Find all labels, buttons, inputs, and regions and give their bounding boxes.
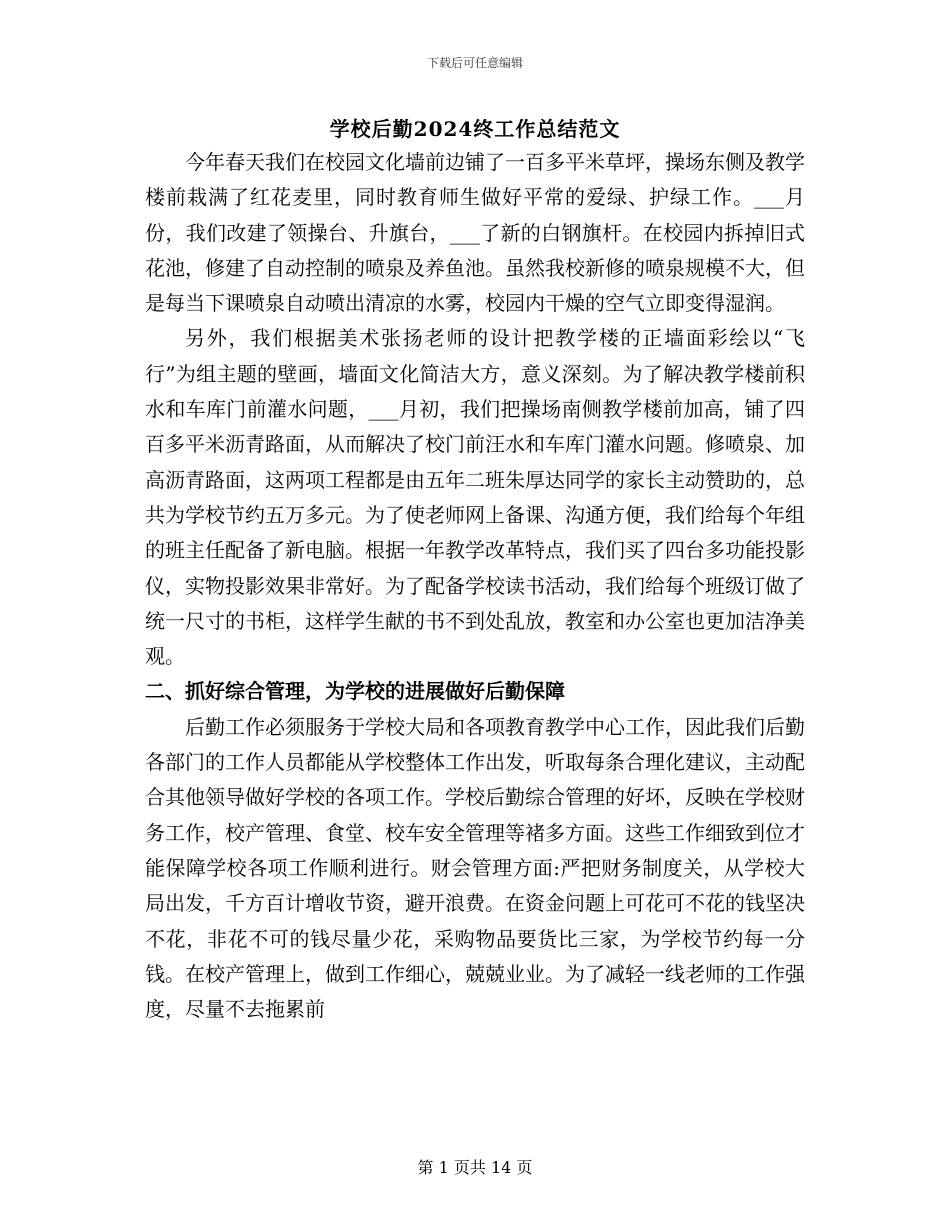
paragraph: 今年春天我们在校园文化墙前边铺了一百多平米草坪，操场东侧及教学楼前栽满了红花麦里，同时教育师生做好平常的爱绿、护绿工作。___月份，我们改建了领操台、升旗台，___了新的白钢旗杆。在校园内拆掉旧式花池，修建了自动控制的喷泉及养鱼池。虽然我校新修的喷泉规模不大，但是每当下课喷泉自动喷出清凉的水雾，校园内干燥的空气立即变得湿润。: [145, 150, 805, 316]
header-note: 下载后可任意编辑: [426, 56, 523, 70]
section-heading: 二、抓好综合管理，为学校的进展做好后勤保障: [145, 679, 565, 704]
document-title: 学校后勤2024终工作总结范文: [329, 117, 621, 141]
page-number: 第 1 页共 14 页: [417, 1158, 533, 1177]
paragraph: 后勤工作必须服务于学校大局和各项教育教学中心工作，因此我们后勤各部门的工作人员都能从学校整体工作出发，听取每条合理化建议，主动配合其他领导做好学校的各项工作。学校后勤综合管理的好坏，反映在学校财务工作，校产管理、食堂、校车安全管理等褚多方面。这些工作细致到位才能保障学校各项工作顺利进行。财会管理方面:严把财务制度关，从学校大局出发，千方百计增收节资，避开浪费。在资金问题上可花可不花的钱坚决不花，非花不可的钱尽量少花，采购物品要货比三家，为学校节约每一分钱。在校产管理上，做到工作细心，兢兢业业。为了减轻一线老师的工作强度，尽量不去拖累前: [145, 714, 805, 1022]
document-body: [145, 145, 805, 1027]
paragraph: 另外，我们根据美术张扬老师的设计把教学楼的正墙面彩绘以“飞行”为组主题的壁画，墙面文化简洁大方，意义深刻。为了解决教学楼前积水和车库门前灌水问题，___月初，我们把操场南侧教学楼前加高，铺了四百多平米沥青路面，从而解决了校门前汪水和车库门灌水问题。修喷泉、加高沥青路面，这两项工程都是由五年二班朱厚达同学的家长主动赞助的，总共为学校节约五万多元。为了使老师网上备课、沟通方便，我们给每个年组的班主任配备了新电脑。根据一年教学改革特点，我们买了四台多功能投影仪，实物投影效果非常好。为了配备学校读书活动，我们给每个班级订做了统一尺寸的书柜，这样学生献的书不到处乱放，教室和办公室也更加洁净美观。: [145, 326, 805, 669]
